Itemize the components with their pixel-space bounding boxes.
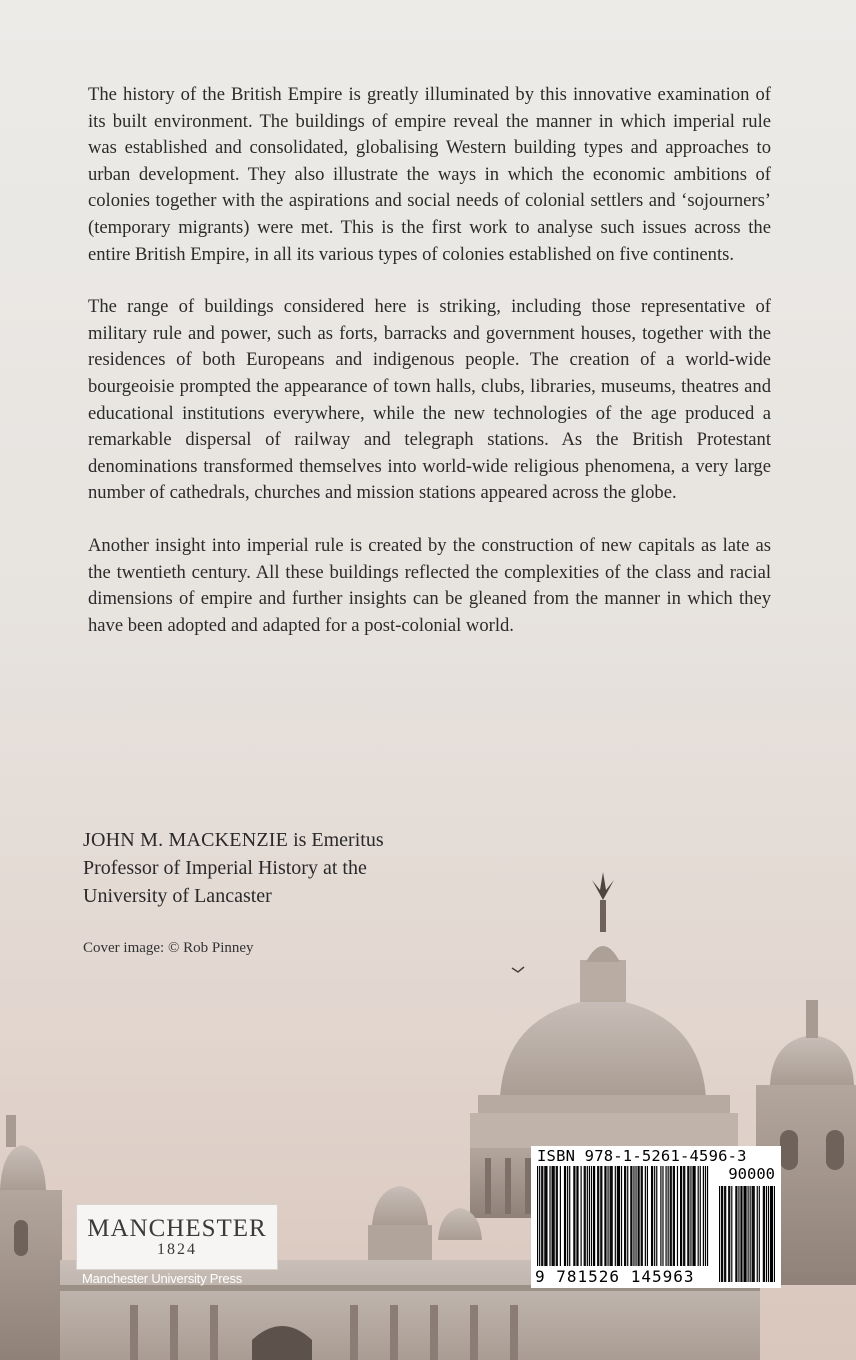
barcode-bar	[652, 1166, 653, 1266]
price-addon-bar	[728, 1186, 729, 1282]
price-addon-bar	[771, 1186, 772, 1282]
barcode-bar	[673, 1166, 674, 1266]
barcode-bar	[567, 1166, 568, 1266]
barcode-bar	[681, 1166, 682, 1266]
barcode-bar	[560, 1166, 561, 1266]
barcode-bar	[621, 1166, 622, 1266]
barcode-bar	[612, 1166, 613, 1266]
barcode-bar	[638, 1166, 639, 1266]
barcode-bar	[694, 1166, 695, 1266]
barcode-bar	[647, 1166, 648, 1266]
price-addon-bar	[740, 1186, 741, 1282]
barcode-bar	[584, 1166, 585, 1266]
barcode-bar	[601, 1166, 602, 1266]
barcode-bar	[552, 1166, 553, 1266]
small-domes	[368, 1186, 482, 1265]
barcode-bar	[557, 1166, 558, 1266]
blurb-paragraph-2: The range of buildings considered here is striking, including those representative of military rule and power, such as forts, barracks and government houses, together with the residences of both Europeans and indigenous people. The creation of a world-wide bourgeoisie prompted the appearance of town halls, clubs, libraries, museums, theatres and educational institutions everywhere, while the new technologies of the age produced a remarkable dispersal of railway and telegraph stations. As the British Protestant denominations transformed themselves into world-wide religious phenomena, a very large number of cathedrals, churches and mission stations appeared across the globe.	[88, 296, 771, 504]
barcode-bar	[703, 1166, 704, 1266]
barcode-bar	[641, 1166, 642, 1266]
price-addon-bar	[759, 1186, 760, 1282]
barcode-bar	[611, 1166, 612, 1266]
barcode-bar	[598, 1166, 599, 1266]
barcode-bar	[589, 1166, 590, 1266]
author-name: JOHN M. MACKENZIE	[83, 829, 289, 851]
price-addon-bar	[763, 1186, 764, 1282]
barcode-bar	[633, 1166, 634, 1266]
barcode-bar	[635, 1166, 636, 1266]
blurb-paragraph-3: Another insight into imperial rule is created by the construction of new capitals as late as the twentieth century. All these buildings reflected the complexities of the class and racial dimensions of empire and further insights can be gleaned from the manner in which they have been adopted and adapted for a post-colonial world.	[88, 534, 771, 636]
publisher-logo-name: MANCHESTER	[87, 1215, 267, 1242]
barcode-bar	[684, 1166, 685, 1266]
publisher-label: Manchester University Press	[82, 1271, 243, 1286]
barcode-bar	[639, 1166, 640, 1266]
barcode-bar	[680, 1166, 681, 1266]
barcode-bar	[569, 1166, 570, 1266]
barcode-bar	[553, 1166, 554, 1266]
barcode-bar	[665, 1166, 666, 1266]
barcode-bar	[597, 1166, 598, 1266]
barcode-bar	[585, 1166, 586, 1266]
barcode-bar	[630, 1166, 631, 1266]
barcode-bar	[624, 1166, 625, 1266]
barcode-bar	[591, 1166, 592, 1266]
barcode-bar	[594, 1166, 595, 1266]
price-addon-bar	[752, 1186, 753, 1282]
price-addon-bar	[722, 1186, 723, 1282]
blurb-paragraph-1: The history of the British Empire is greatly illuminated by this innovative examination of its built environment. The buildings of empire reveal the manner in which imperial rule was established and consolidated, globalising Western building types and approaches to urban development. They also illustrate the ways in which the economic ambitions of colonies together with the aspirations and social needs of colonial settlers and ‘sojourners’ (temporary migrants) were met. This is the first work to analyse such issues across the entire British Empire, in all its various types of colonies established on five continents.	[88, 84, 771, 265]
price-addon-bar	[745, 1186, 746, 1282]
barcode-bar	[645, 1166, 646, 1266]
barcode-bar	[576, 1166, 577, 1266]
author-bio	[83, 826, 503, 910]
barcode-bar	[604, 1166, 605, 1266]
price-code: 90000	[728, 1165, 775, 1183]
barcode-bars	[537, 1166, 709, 1266]
price-addon-bar	[768, 1186, 769, 1282]
barcode-bar	[692, 1166, 693, 1266]
barcode-bar	[610, 1166, 611, 1266]
price-addon-bar	[750, 1186, 751, 1282]
price-addon-bar	[721, 1186, 722, 1282]
barcode-number: 9 781526 145963	[535, 1267, 695, 1286]
barcode-bar	[546, 1166, 547, 1266]
cover-image-credit: Cover image: © Rob Pinney	[83, 940, 254, 956]
barcode-bar	[690, 1166, 691, 1266]
price-addon-bar	[744, 1186, 745, 1282]
barcode-bar	[662, 1166, 663, 1266]
barcode-bar	[671, 1166, 672, 1266]
barcode-bar	[573, 1166, 574, 1266]
barcode-bar	[565, 1166, 566, 1266]
barcode-bar	[656, 1166, 657, 1266]
price-addon-bar	[731, 1186, 732, 1282]
barcode-bar	[539, 1166, 540, 1266]
back-cover-blurb	[88, 82, 771, 665]
price-addon-bar	[736, 1186, 737, 1282]
barcode-bar	[668, 1166, 669, 1266]
barcode-bar	[631, 1166, 632, 1266]
barcode-bar	[642, 1166, 643, 1266]
price-addon-bar	[764, 1186, 765, 1282]
isbn-barcode-box	[531, 1146, 781, 1288]
price-addon-bar	[754, 1186, 755, 1282]
price-addon-bar	[770, 1186, 771, 1282]
barcode-bar	[651, 1166, 652, 1266]
bird-silhouette	[512, 967, 524, 972]
barcode-bar	[660, 1166, 661, 1266]
barcode-bar	[549, 1166, 550, 1266]
author-bio-line-3: University of Lancaster	[83, 885, 272, 907]
barcode-bar	[544, 1166, 545, 1266]
price-addon-bar	[772, 1186, 773, 1282]
barcode-bar	[687, 1166, 688, 1266]
barcode-bar	[587, 1166, 588, 1266]
price-addon-bar	[766, 1186, 767, 1282]
barcode-bar	[574, 1166, 575, 1266]
barcode-bar	[654, 1166, 655, 1266]
barcode-bar	[617, 1166, 618, 1266]
price-addon-bar	[729, 1186, 730, 1282]
left-tower	[0, 1115, 62, 1360]
barcode-bar	[556, 1166, 557, 1266]
price-addon-bar	[741, 1186, 742, 1282]
barcode-bar	[537, 1166, 538, 1266]
barcode-bar	[607, 1166, 608, 1266]
central-dome	[470, 872, 738, 1149]
price-addon-bar	[774, 1186, 775, 1282]
barcode-bar	[705, 1166, 706, 1266]
price-addon-bar	[743, 1186, 744, 1282]
price-addon-bar	[735, 1186, 736, 1282]
author-bio-line-1-rest: is Emeritus	[288, 829, 384, 851]
price-addon-bar	[724, 1186, 725, 1282]
barcode-bar	[698, 1166, 699, 1266]
barcode-bar	[541, 1166, 542, 1266]
publisher-logo	[76, 1204, 278, 1270]
barcode-bar	[700, 1166, 701, 1266]
barcode-bar	[707, 1166, 708, 1266]
price-addon-bar	[725, 1186, 726, 1282]
price-addon-bar	[738, 1186, 739, 1282]
barcode-bar	[693, 1166, 694, 1266]
barcode-bar	[564, 1166, 565, 1266]
barcode-bar	[593, 1166, 594, 1266]
barcode-bar	[545, 1166, 546, 1266]
price-addon-bar	[753, 1186, 754, 1282]
price-addon-bars	[719, 1186, 775, 1282]
barcode-bar	[542, 1166, 543, 1266]
barcode-bar	[605, 1166, 606, 1266]
barcode-bar	[677, 1166, 678, 1266]
barcode-bar	[619, 1166, 620, 1266]
barcode-bar	[674, 1166, 675, 1266]
price-addon-bar	[748, 1186, 749, 1282]
isbn-text: ISBN 978-1-5261-4596-3	[537, 1147, 747, 1165]
barcode-bar	[600, 1166, 601, 1266]
barcode-bar	[618, 1166, 619, 1266]
barcode-bar	[615, 1166, 616, 1266]
barcode-bar	[581, 1166, 582, 1266]
barcode-bar	[627, 1166, 628, 1266]
barcode-bar	[688, 1166, 689, 1266]
author-bio-line-1	[83, 826, 503, 854]
price-addon-bar	[719, 1186, 720, 1282]
publisher-logo-year: 1824	[157, 1241, 197, 1258]
barcode-bar	[577, 1166, 578, 1266]
price-addon-bar	[757, 1186, 758, 1282]
barcode-bar	[670, 1166, 671, 1266]
barcode-bar	[683, 1166, 684, 1266]
barcode-bar	[625, 1166, 626, 1266]
barcode-bar	[554, 1166, 555, 1266]
author-bio-line-2: Professor of Imperial History at the	[83, 857, 367, 879]
